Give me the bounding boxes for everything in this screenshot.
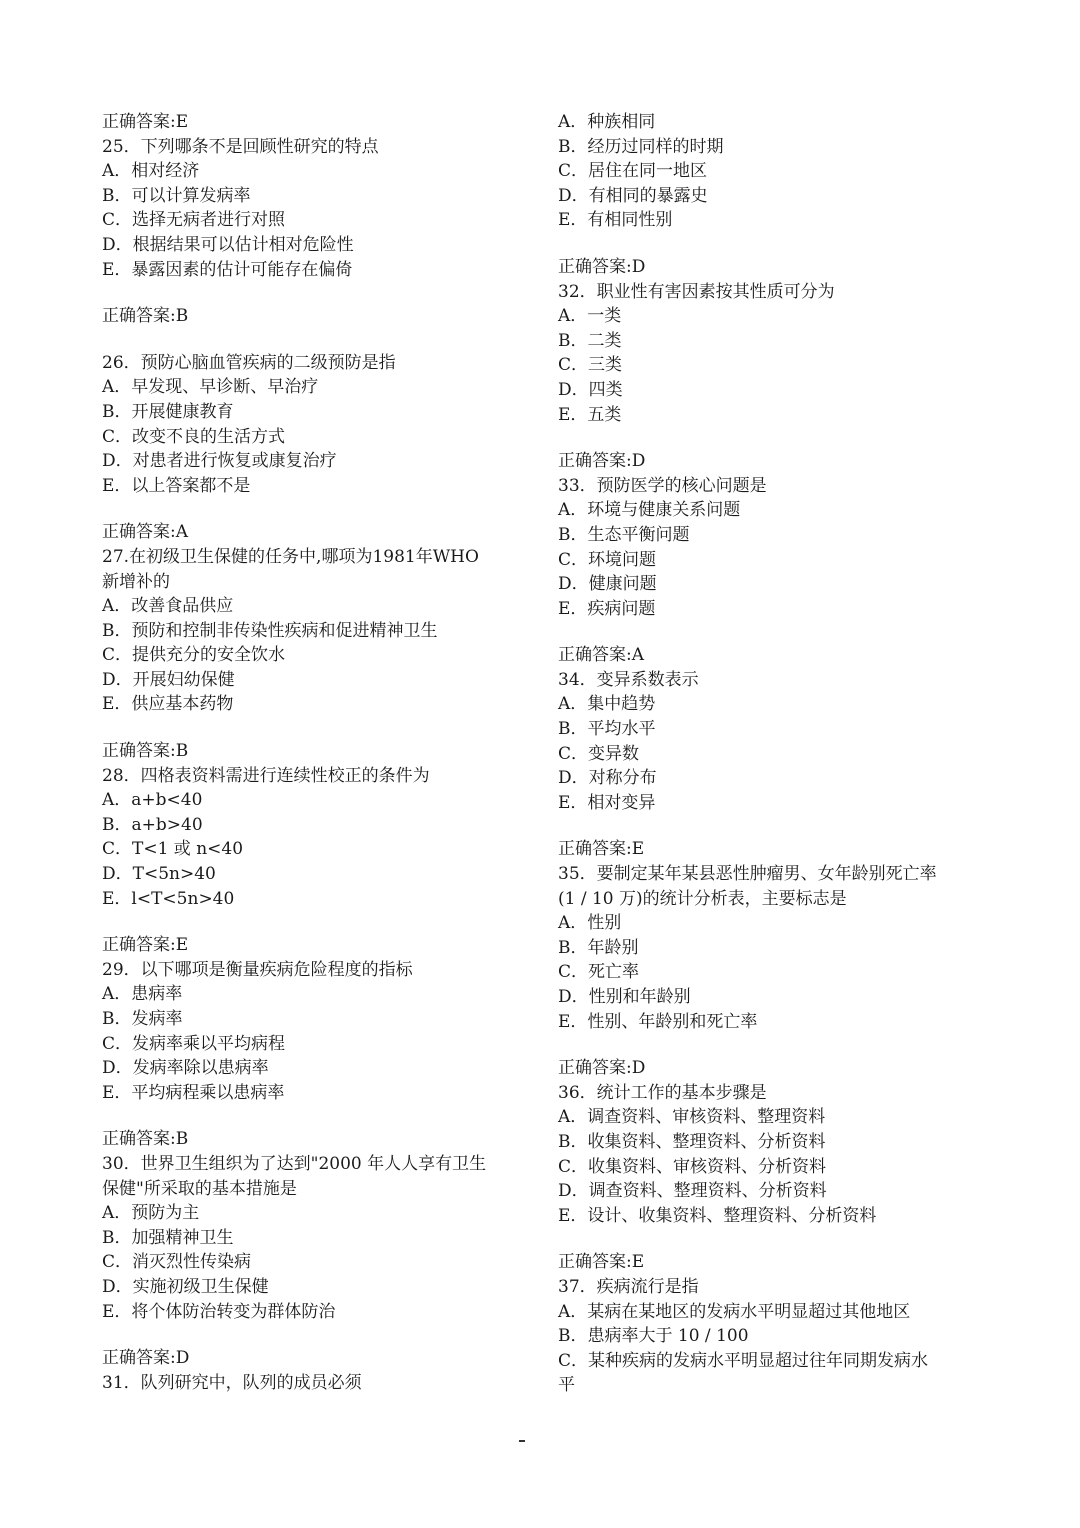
- option-line: B．收集资料、整理资料、分析资料: [558, 1131, 826, 1152]
- option-line: C．某种疾病的发病水平明显超过往年同期发病水: [558, 1350, 929, 1371]
- option-line: B．开展健康教育: [102, 401, 234, 422]
- answer-line: 正确答案:D: [558, 256, 646, 277]
- question-line: 35．要制定某年某县恶性肿瘤男、女年龄别死亡率: [558, 864, 937, 885]
- option-line: E．有相同性别: [558, 210, 673, 231]
- option-line: D．实施初级卫生保健: [102, 1276, 269, 1297]
- question-line: (1 / 10 万)的统计分析表，主要标志是: [558, 888, 847, 909]
- option-line: C．改变不良的生活方式: [102, 426, 286, 447]
- option-line: A．某病在某地区的发病水平明显超过其他地区: [558, 1301, 911, 1322]
- spacer: [558, 815, 998, 837]
- answer-line: 正确答案:E: [102, 935, 189, 956]
- spacer: [558, 427, 998, 449]
- option-line: 平: [558, 1375, 575, 1396]
- question-line: 37．疾病流行是指: [558, 1276, 699, 1297]
- option-line: E．设计、收集资料、整理资料、分析资料: [558, 1205, 877, 1226]
- spacer: [558, 621, 998, 643]
- option-line: A．种族相同: [558, 112, 656, 132]
- option-line: A．改善食品供应: [102, 596, 234, 617]
- option-line: E．五类: [558, 404, 622, 425]
- answer-line: 正确答案:B: [102, 741, 189, 762]
- option-line: D．开展妇幼保健: [102, 669, 235, 690]
- spacer: [102, 282, 542, 304]
- option-line: D．调查资料、整理资料、分析资料: [558, 1181, 827, 1202]
- answer-line: 正确答案:E: [102, 112, 189, 132]
- spacer: [102, 717, 542, 739]
- question-line: 26．预防心脑血管疾病的二级预防是指: [102, 352, 396, 373]
- spacer: [102, 1105, 542, 1127]
- spacer: [558, 1034, 998, 1056]
- option-line: D．有相同的暴露史: [558, 185, 708, 206]
- option-line: D．健康问题: [558, 574, 657, 595]
- option-line: D．根据结果可以估计相对危险性: [102, 234, 354, 255]
- option-line: A．一类: [558, 306, 622, 327]
- answer-line: 正确答案:A: [558, 645, 645, 666]
- option-line: A．预防为主: [102, 1203, 200, 1224]
- spacer: [558, 233, 998, 255]
- option-line: C．收集资料、审核资料、分析资料: [558, 1156, 827, 1177]
- answer-line: 正确答案:B: [102, 1129, 189, 1150]
- option-line: D．对患者进行恢复或康复治疗: [102, 451, 337, 472]
- option-line: C．T<1 或 n<40: [102, 839, 244, 860]
- answer-line: 正确答案:A: [102, 522, 189, 543]
- answer-line: 正确答案:E: [558, 1252, 645, 1273]
- answer-line: 正确答案:D: [558, 1058, 646, 1079]
- answer-line: 正确答案:E: [558, 839, 645, 860]
- option-line: B．发病率: [102, 1009, 183, 1029]
- answer-line: 正确答案:B: [102, 306, 189, 327]
- question-line: 29．以下哪项是衡量疾病危险程度的指标: [102, 959, 413, 980]
- option-line: C．环境问题: [558, 549, 657, 570]
- option-line: E．平均病程乘以患病率: [102, 1082, 285, 1103]
- option-line: D．性别和年龄别: [558, 987, 691, 1007]
- question-line: 新增补的: [102, 571, 170, 592]
- option-line: B．年龄别: [558, 937, 639, 958]
- option-line: C．提供充分的安全饮水: [102, 645, 286, 666]
- option-line: C．发病率乘以平均病程: [102, 1033, 286, 1054]
- question-line: 30．世界卫生组织为了达到"2000 年人人享有卫生: [102, 1153, 487, 1174]
- option-line: B．a+b>40: [102, 814, 203, 835]
- option-line: B．经历过同样的时期: [558, 136, 724, 157]
- option-line: E．相对变异: [558, 792, 656, 813]
- option-line: D．对称分布: [558, 768, 657, 789]
- right-column: [558, 110, 998, 1398]
- option-line: D．发病率除以患病率: [102, 1058, 269, 1079]
- option-line: E．以上答案都不是: [102, 475, 251, 496]
- option-line: E．性别、年龄别和死亡率: [558, 1011, 758, 1032]
- option-line: A．性别: [558, 913, 622, 934]
- spacer: [102, 1324, 542, 1346]
- option-line: B．生态平衡问题: [558, 524, 690, 545]
- option-line: B．预防和控制非传染性疾病和促进精神卫生: [102, 620, 438, 641]
- option-line: A．调查资料、审核资料、整理资料: [558, 1107, 826, 1128]
- option-line: A．a+b<40: [102, 790, 203, 811]
- option-line: C．三类: [558, 355, 623, 376]
- option-line: E．l<T<5n>40: [102, 888, 235, 909]
- spacer: [102, 329, 542, 351]
- option-line: C．死亡率: [558, 962, 640, 983]
- option-line: B．二类: [558, 330, 622, 351]
- question-line: 31．队列研究中，队列的成员必须: [102, 1372, 362, 1393]
- option-line: B．患病率大于 10 / 100: [558, 1326, 749, 1347]
- left-column: [102, 110, 542, 1395]
- option-line: C．选择无病者进行对照: [102, 210, 286, 231]
- option-line: A．相对经济: [102, 161, 200, 182]
- answer-line: 正确答案:D: [102, 1348, 190, 1369]
- option-line: A．患病率: [102, 984, 183, 1005]
- question-line: 28．四格表资料需进行连续性校正的条件为: [102, 765, 430, 786]
- spacer: [558, 1228, 998, 1250]
- page-mark: [519, 1440, 525, 1442]
- option-line: D．T<5n>40: [102, 864, 216, 885]
- question-line: 36．统计工作的基本步骤是: [558, 1082, 767, 1103]
- option-line: C．变异数: [558, 743, 640, 764]
- option-line: D．四类: [558, 379, 623, 400]
- option-line: B．加强精神卫生: [102, 1227, 234, 1248]
- spacer: [102, 911, 542, 933]
- option-line: C．消灭烈性传染病: [102, 1252, 252, 1273]
- option-line: C．居住在同一地区: [558, 161, 708, 182]
- question-line: 25．下列哪条不是回顾性研究的特点: [102, 136, 379, 157]
- option-line: A．环境与健康关系问题: [558, 500, 741, 521]
- option-line: E．暴露因素的估计可能存在偏倚: [102, 259, 353, 280]
- option-line: E．供应基本药物: [102, 694, 234, 715]
- question-line: 保健"所采取的基本措施是: [102, 1178, 297, 1199]
- spacer: [102, 498, 542, 520]
- option-line: B．可以计算发病率: [102, 185, 251, 206]
- answer-line: 正确答案:D: [558, 451, 646, 472]
- option-line: A．集中趋势: [558, 694, 656, 715]
- question-line: 32．职业性有害因素按其性质可分为: [558, 281, 835, 302]
- option-line: E．疾病问题: [558, 598, 656, 619]
- question-line: 27.在初级卫生保健的任务中,哪项为1981年WHO: [102, 546, 479, 567]
- option-line: A．早发现、早诊断、早治疗: [102, 377, 319, 398]
- option-line: B．平均水平: [558, 719, 656, 740]
- option-line: E．将个体防治转变为群体防治: [102, 1301, 336, 1322]
- question-line: 34．变异系数表示: [558, 669, 699, 690]
- question-line: 33．预防医学的核心问题是: [558, 475, 767, 496]
